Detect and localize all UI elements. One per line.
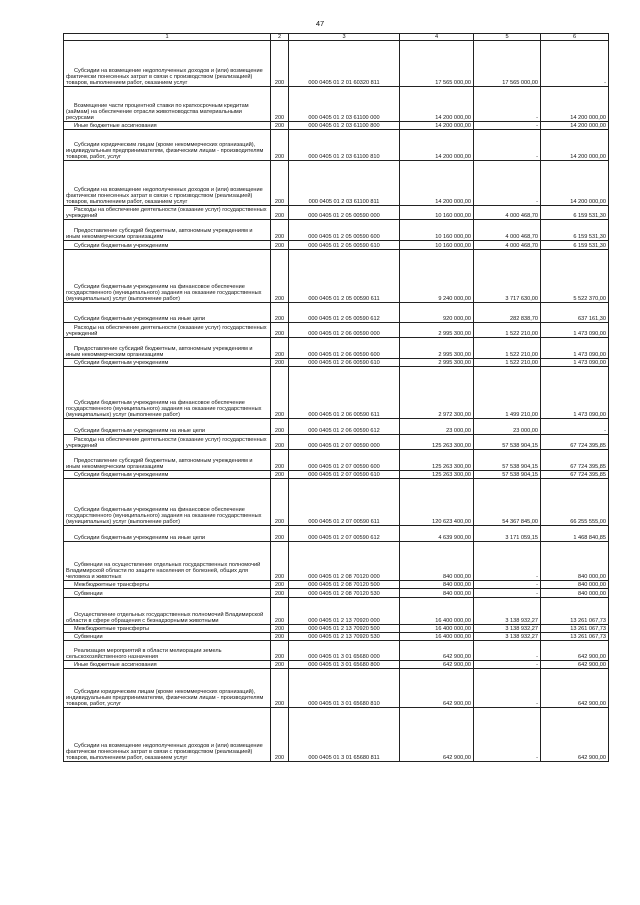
row-approved: 14 200 000,00 [400,122,474,130]
table-row [64,450,609,471]
row-remaining: 1 473 090,00 [541,323,609,338]
row-remaining: 14 200 000,00 [541,161,609,206]
row-code: 200 [271,633,289,641]
row-remaining: 13 261 067,73 [541,598,609,625]
row-executed: - [474,641,541,661]
row-executed: - [474,589,541,598]
table-row [64,669,609,708]
header-cell: 2 [271,34,289,41]
row-executed: - [474,130,541,161]
row-code: 200 [271,661,289,669]
row-description [64,323,271,338]
row-approved: 16 400 000,00 [400,633,474,641]
table-row [64,625,609,633]
table-row [64,435,609,450]
row-description-text: Субвенции на осуществление отдельных государственных полномочий Владимирской области по защите населения от болезней, общих для человека и животных [66,561,261,580]
row-executed: 1 522 210,00 [474,323,541,338]
row-remaining: 637 161,30 [541,303,609,323]
row-code: 200 [271,161,289,206]
row-approved: 120 623 400,00 [400,479,474,526]
row-description [64,41,271,87]
row-executed: - [474,661,541,669]
row-code: 200 [271,598,289,625]
row-remaining: 67 724 395,85 [541,471,609,479]
row-approved: 840 000,00 [400,581,474,589]
row-executed: - [474,708,541,762]
row-approved: 125 263 300,00 [400,471,474,479]
row-classification: 000 0405 01 2 05 00590 610 [289,241,400,250]
row-description-text: Иные бюджетные ассигнования [74,662,157,668]
table-row [64,526,609,542]
row-description [64,625,271,633]
row-approved: 23 000,00 [400,419,474,435]
row-description [64,161,271,206]
row-executed: 17 565 000,00 [474,41,541,87]
row-approved: 2 972 300,00 [400,367,474,419]
row-description [64,708,271,762]
row-description [64,250,271,303]
header-cell: 3 [289,34,400,41]
table-row [64,708,609,762]
row-description-text: Субвенции [74,591,103,597]
row-approved: 2 995 300,00 [400,323,474,338]
row-description [64,633,271,641]
row-executed: 3 138 932,27 [474,598,541,625]
row-code: 200 [271,708,289,762]
table-row [64,661,609,669]
row-remaining: 14 200 000,00 [541,130,609,161]
row-description-text: Субсидии бюджетным учреждениям [74,472,169,478]
row-remaining: 1 473 090,00 [541,338,609,359]
row-remaining: 13 261 067,73 [541,625,609,633]
table-row [64,367,609,419]
row-description-text: Субсидии бюджетным учреждениям на финансовое обеспечение государственного (муниципального) задания на оказание государственных (муниципальных) услуг (выполнение работ) [66,283,262,302]
row-executed: 1 522 210,00 [474,338,541,359]
row-code: 200 [271,130,289,161]
row-classification: 000 0405 01 2 05 00590 000 [289,206,400,220]
row-description-text: Предоставление субсидий бюджетным, автономным учреждениям и иным некоммерческим организациям [66,345,253,358]
row-classification: 000 0405 01 2 05 00590 612 [289,303,400,323]
row-executed: - [474,542,541,581]
row-description [64,367,271,419]
row-description-text: Субсидии бюджетным учреждениям на иные цели [74,316,206,322]
row-remaining: 67 724 395,85 [541,435,609,450]
row-classification: 000 0405 01 2 06 00590 611 [289,367,400,419]
table-row [64,581,609,589]
row-executed: 4 000 468,70 [474,241,541,250]
row-code: 200 [271,641,289,661]
row-remaining: 6 159 531,30 [541,241,609,250]
row-description [64,338,271,359]
row-executed: 54 367 845,00 [474,479,541,526]
table-row [64,250,609,303]
budget-table [63,33,609,762]
row-classification: 000 0405 01 2 06 00590 600 [289,338,400,359]
row-classification: 000 0405 01 3 01 65680 000 [289,641,400,661]
row-code: 200 [271,41,289,87]
row-remaining: - [541,419,609,435]
row-remaining: 642 900,00 [541,661,609,669]
row-classification: 000 0405 01 2 06 00590 612 [289,419,400,435]
row-remaining: 6 159 531,30 [541,206,609,220]
row-classification: 000 0405 01 3 01 65680 800 [289,661,400,669]
table-row [64,641,609,661]
header-cell: 1 [64,34,271,41]
row-code: 200 [271,435,289,450]
row-executed: 282 838,70 [474,303,541,323]
row-classification: 000 0405 01 2 07 00590 000 [289,435,400,450]
row-remaining: 67 724 395,85 [541,450,609,471]
row-approved: 642 900,00 [400,641,474,661]
row-description-text: Субсидии на возмещение недополученных доходов и (или) возмещение фактически понесенных затрат в связи с производством (реализацией) товаров, выполнением работ, оказанием услуг [66,742,263,761]
row-description-text: Субсидии юридическим лицам (кроме некоммерческих организаций), индивидуальным предпринимателям, физическим лицам - производителям товаров, работ, услуг [66,688,264,707]
row-description-text: Субсидии бюджетным учреждениям на иные цели [74,535,206,541]
row-description [64,589,271,598]
row-executed: 57 538 904,15 [474,471,541,479]
row-approved: 10 160 000,00 [400,220,474,241]
row-classification: 000 0405 01 2 05 00590 600 [289,220,400,241]
header-row [64,34,609,41]
table-row [64,633,609,641]
row-classification: 000 0405 01 2 08 70120 530 [289,589,400,598]
row-description-text: Субсидии бюджетным учреждениям на финансовое обеспечение государственного (муниципального) задания на оказание государственных (муниципальных) услуг (выполнение работ) [66,506,262,525]
row-code: 200 [271,87,289,122]
budget-table-body [64,34,609,762]
header-cell: 6 [541,34,609,41]
row-executed: - [474,87,541,122]
row-classification: 000 0405 01 2 03 61100 000 [289,87,400,122]
row-description-text: Осуществление отдельных государственных полномочий Владимирской области в сфере обращения с безнадзорными животными [66,611,264,624]
row-classification: 000 0405 01 2 07 00590 611 [289,479,400,526]
row-executed: 4 000 468,70 [474,220,541,241]
row-classification: 000 0405 01 2 13 70920 000 [289,598,400,625]
row-code: 200 [271,669,289,708]
row-remaining: 1 473 090,00 [541,367,609,419]
row-description-text: Расходы на обеспечение деятельности (оказание услуг) государственных учреждений [66,436,267,449]
row-code: 200 [271,359,289,367]
row-code: 200 [271,220,289,241]
row-code: 200 [271,450,289,471]
table-row [64,122,609,130]
row-remaining: 1 473 090,00 [541,359,609,367]
row-description-text: Расходы на обеспечение деятельности (оказание услуг) государственных учреждений [66,206,267,219]
table-row [64,161,609,206]
row-code: 200 [271,250,289,303]
row-description-text: Межбюджетные трансферты [74,582,150,588]
row-approved: 14 200 000,00 [400,161,474,206]
table-row [64,323,609,338]
table-row [64,41,609,87]
row-description [64,220,271,241]
row-description-text: Субвенции [74,634,103,640]
row-description [64,450,271,471]
row-description-text: Субсидии бюджетным учреждениям на финансовое обеспечение государственного (муниципального) задания на оказание государственных (муниципальных) услуг (выполнение работ) [66,399,262,418]
row-approved: 2 995 300,00 [400,359,474,367]
row-description [64,122,271,130]
row-executed: - [474,581,541,589]
row-remaining: 642 900,00 [541,708,609,762]
row-executed: 3 171 059,15 [474,526,541,542]
table-row [64,87,609,122]
row-classification: 000 0405 01 2 03 61100 811 [289,161,400,206]
row-description [64,303,271,323]
row-executed: 4 000 468,70 [474,206,541,220]
row-classification: 000 0405 01 2 03 61100 810 [289,130,400,161]
row-classification: 000 0405 01 3 01 65680 810 [289,669,400,708]
row-approved: 840 000,00 [400,589,474,598]
row-approved: 125 263 300,00 [400,450,474,471]
table-row [64,130,609,161]
row-remaining: 13 261 067,73 [541,633,609,641]
row-classification: 000 0405 01 2 06 00590 610 [289,359,400,367]
row-remaining: 840 000,00 [541,589,609,598]
row-executed: 3 717 630,00 [474,250,541,303]
row-description-text: Предоставление субсидий бюджетным, автономным учреждениям и иным некоммерческим организациям [66,457,253,470]
row-approved: 642 900,00 [400,669,474,708]
row-remaining: - [541,41,609,87]
row-executed: 23 000,00 [474,419,541,435]
row-description [64,241,271,250]
row-remaining: 642 900,00 [541,669,609,708]
row-description-text: Субсидии на возмещение недополученных доходов и (или) возмещение фактически понесенных затрат в связи с производством (реализацией) товаров, выполнением работ, оказанием услуг [66,67,263,86]
row-executed: - [474,122,541,130]
row-description [64,641,271,661]
table-row [64,479,609,526]
table-row [64,220,609,241]
row-classification: 000 0405 01 2 13 70920 530 [289,633,400,641]
row-classification: 000 0405 01 2 07 00590 612 [289,526,400,542]
row-approved: 125 263 300,00 [400,435,474,450]
table-row [64,338,609,359]
row-classification: 000 0405 01 3 01 65680 811 [289,708,400,762]
row-description [64,359,271,367]
row-description [64,206,271,220]
row-description [64,435,271,450]
row-description-text: Реализация мероприятий в области мелиорации земель сельскохозяйственного назначения [66,647,222,660]
row-description [64,130,271,161]
row-description [64,479,271,526]
row-approved: 10 160 000,00 [400,206,474,220]
row-code: 200 [271,625,289,633]
row-approved: 16 400 000,00 [400,598,474,625]
row-description [64,87,271,122]
row-executed: - [474,161,541,206]
row-description-text: Иные бюджетные ассигнования [74,123,157,129]
row-classification: 000 0405 01 2 05 00590 611 [289,250,400,303]
row-description-text: Межбюджетные трансферты [74,626,150,632]
row-description [64,419,271,435]
row-code: 200 [271,542,289,581]
row-code: 200 [271,479,289,526]
row-classification: 000 0405 01 2 06 00590 000 [289,323,400,338]
row-classification: 000 0405 01 2 07 00590 610 [289,471,400,479]
row-remaining: 6 159 531,30 [541,220,609,241]
row-description [64,542,271,581]
table-row [64,241,609,250]
row-executed: 1 522 210,00 [474,359,541,367]
row-code: 200 [271,367,289,419]
row-classification: 000 0405 01 2 08 70120 000 [289,542,400,581]
header-cell: 5 [474,34,541,41]
row-remaining: 642 900,00 [541,641,609,661]
row-approved: 642 900,00 [400,708,474,762]
row-approved: 9 240 000,00 [400,250,474,303]
row-description [64,526,271,542]
row-classification: 000 0405 01 2 13 70920 500 [289,625,400,633]
table-row [64,471,609,479]
row-remaining: 66 255 555,00 [541,479,609,526]
page-number: 47 [315,19,325,28]
table-row [64,303,609,323]
row-remaining: 5 522 370,00 [541,250,609,303]
row-code: 200 [271,241,289,250]
row-code: 200 [271,589,289,598]
row-description-text: Субсидии бюджетным учреждениям [74,243,169,249]
header-cell: 4 [400,34,474,41]
row-description-text: Субсидии юридическим лицам (кроме некоммерческих организаций), индивидуальным предпринимателям, физическим лицам - производителям товаров, работ, услуг [66,141,264,160]
row-description [64,661,271,669]
row-executed: 57 538 904,15 [474,435,541,450]
row-description [64,581,271,589]
row-description [64,669,271,708]
table-row [64,206,609,220]
row-approved: 16 400 000,00 [400,625,474,633]
row-remaining: 1 468 840,85 [541,526,609,542]
row-code: 200 [271,323,289,338]
row-executed: - [474,669,541,708]
table-row [64,589,609,598]
row-approved: 920 000,00 [400,303,474,323]
row-description [64,598,271,625]
row-remaining: 840 000,00 [541,542,609,581]
row-executed: 1 499 210,00 [474,367,541,419]
row-code: 200 [271,338,289,359]
row-description-text: Субсидии на возмещение недополученных доходов и (или) возмещение фактически понесенных затрат в связи с производством (реализацией) товаров, выполнением работ, оказанием услуг [66,186,263,205]
row-code: 200 [271,122,289,130]
table-row [64,419,609,435]
row-approved: 4 639 900,00 [400,526,474,542]
row-approved: 17 565 000,00 [400,41,474,87]
row-approved: 2 995 300,00 [400,338,474,359]
row-executed: 57 538 904,15 [474,450,541,471]
row-description-text: Субсидии бюджетным учреждениям [74,360,169,366]
row-approved: 840 000,00 [400,542,474,581]
table-row [64,359,609,367]
row-code: 200 [271,206,289,220]
row-remaining: 840 000,00 [541,581,609,589]
row-code: 200 [271,581,289,589]
row-code: 200 [271,471,289,479]
row-approved: 642 900,00 [400,661,474,669]
table-row [64,542,609,581]
row-executed: 3 138 932,27 [474,633,541,641]
row-code: 200 [271,419,289,435]
row-remaining: 14 200 000,00 [541,87,609,122]
row-approved: 10 160 000,00 [400,241,474,250]
row-approved: 14 200 000,00 [400,130,474,161]
row-executed: 3 138 932,27 [474,625,541,633]
row-code: 200 [271,303,289,323]
row-classification: 000 0405 01 2 07 00590 600 [289,450,400,471]
row-description-text: Расходы на обеспечение деятельности (оказание услуг) государственных учреждений [66,324,267,337]
row-description-text: Возмещение части процентной ставки по краткосрочным кредитам (займам) на обеспечение отрасли животноводства материальными ресурсами [66,102,249,121]
row-description [64,471,271,479]
row-remaining: 14 200 000,00 [541,122,609,130]
row-description-text: Субсидии бюджетным учреждениям на иные цели [74,428,206,434]
row-code: 200 [271,526,289,542]
row-classification: 000 0405 01 2 01 60320 811 [289,41,400,87]
row-approved: 14 200 000,00 [400,87,474,122]
row-classification: 000 0405 01 2 08 70120 500 [289,581,400,589]
table-row [64,598,609,625]
row-description-text: Предоставление субсидий бюджетным, автономным учреждениям и иным некоммерческим организациям [66,227,253,240]
row-classification: 000 0405 01 2 03 61100 800 [289,122,400,130]
